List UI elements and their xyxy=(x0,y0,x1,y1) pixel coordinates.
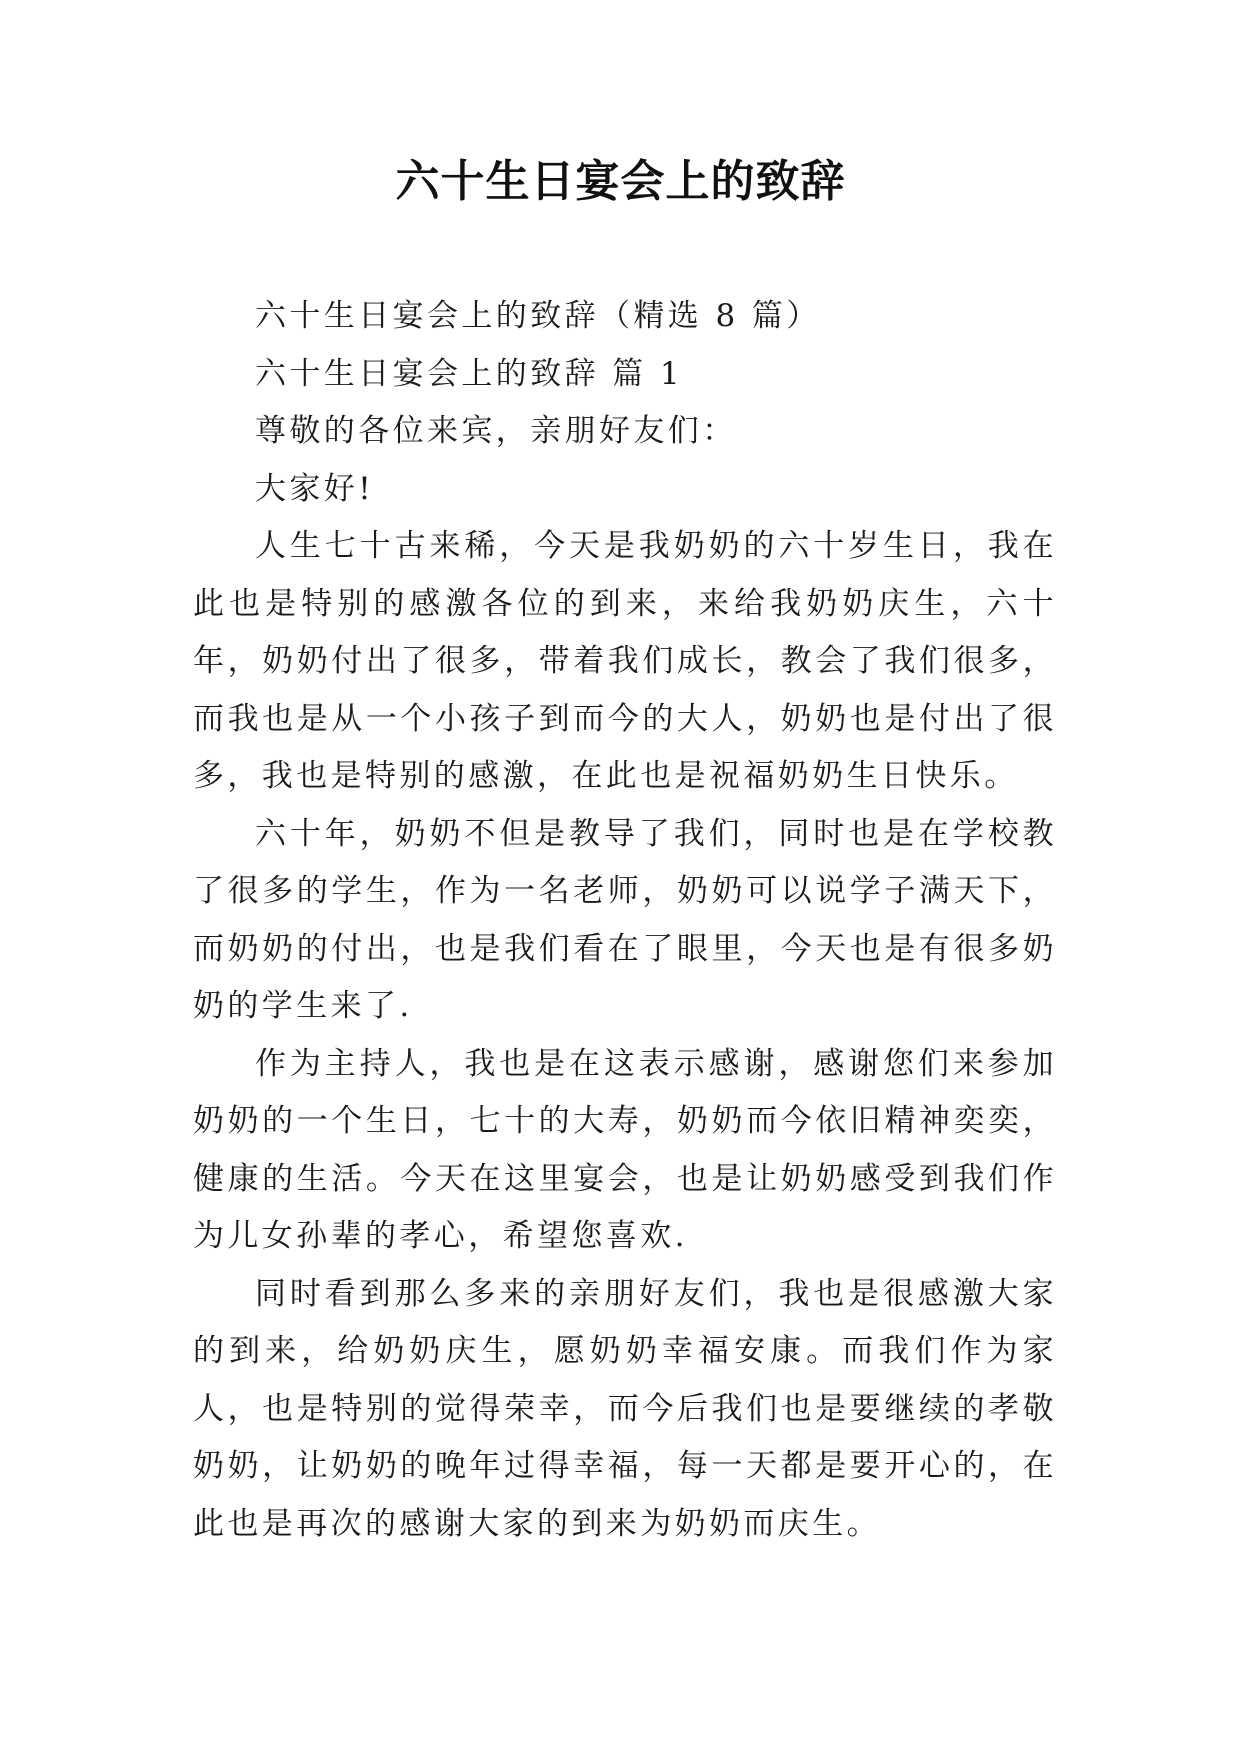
paragraph-4: 同时看到那么多来的亲朋好友们，我也是很感激大家的到来，给奶奶庆生，愿奶奶幸福安康。而我们作为家人，也是特别的觉得荣幸，而今后我们也是要继续的孝敬奶奶，让奶奶的晚年过得幸福，每一天都是要开心的，在此也是再次的感谢大家的到来为奶奶而庆生。 xyxy=(193,1275,1057,1542)
document-body xyxy=(193,288,1057,1553)
document-subtitle: 六十生日宴会上的致辞（精选 8 篇） xyxy=(255,298,821,334)
greeting: 大家好! xyxy=(255,470,375,507)
paragraph-2: 六十年，奶奶不但是教导了我们，同时也是在学校教了很多的学生，作为一名老师，奶奶可以说学子满天下，而奶奶的付出，也是我们看在了眼里，今天也是有很多奶奶的学生来了. xyxy=(193,815,1057,1024)
salutation: 尊敬的各位来宾，亲朋好友们： xyxy=(255,413,737,449)
paragraph-1: 人生七十古来稀，今天是我奶奶的六十岁生日，我在此也是特别的感激各位的到来，来给我奶奶庆生，六十年，奶奶付出了很多，带着我们成长，教会了我们很多，而我也是从一个小孩子到而今的大人，奶奶也是付出了很多，我也是特别的感激，在此也是祝福奶奶生日快乐。 xyxy=(193,528,1057,794)
section-heading: 六十生日宴会上的致辞 篇 1 xyxy=(255,355,684,392)
document-title: 六十生日宴会上的致辞 xyxy=(395,156,846,207)
paragraph-3: 作为主持人，我也是在这表示感谢，感谢您们来参加奶奶的一个生日，七十的大寿，奶奶而今依旧精神奕奕，健康的生活。今天在这里宴会，也是让奶奶感受到我们作为儿女孙辈的孝心，希望您喜欢. xyxy=(193,1045,1057,1254)
